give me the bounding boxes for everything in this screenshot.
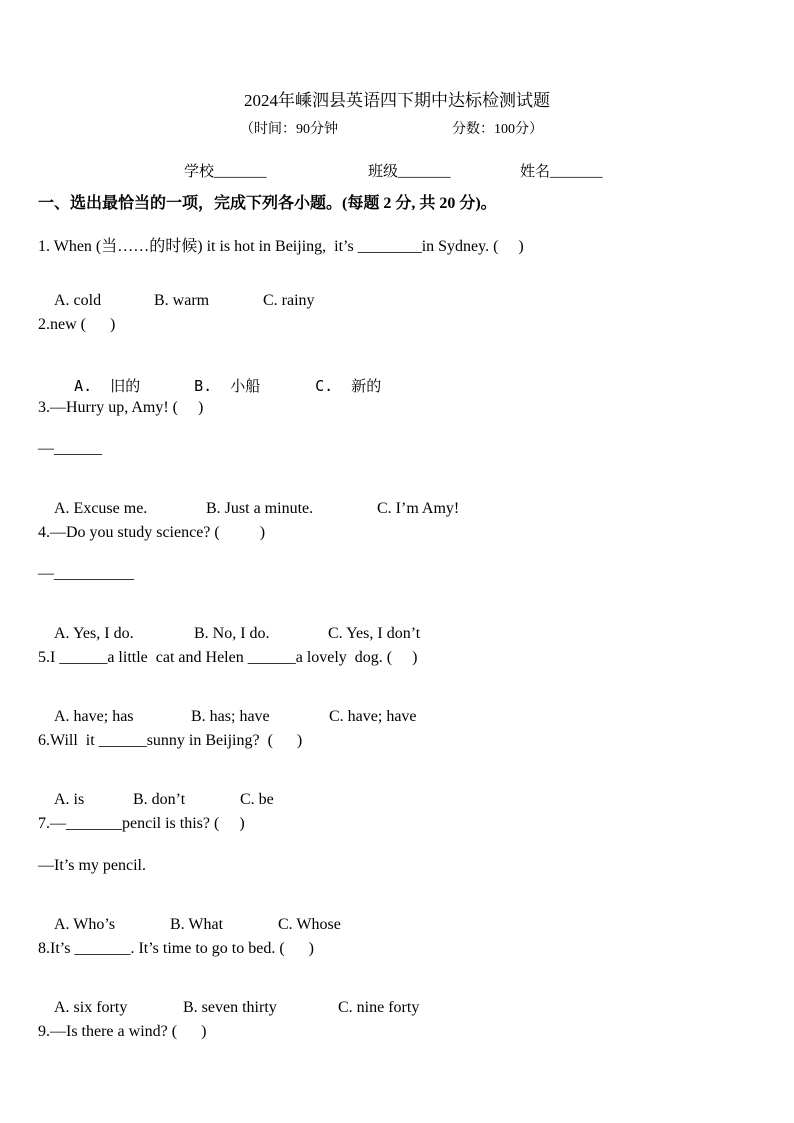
option-c: C. be xyxy=(240,791,274,808)
question-4-answer-line: —__________ xyxy=(38,565,134,582)
option-c: C. Whose xyxy=(278,916,341,933)
option-b: B. don’t xyxy=(133,791,186,808)
exam-time: （时间：90分钟 xyxy=(240,122,338,137)
question-3-stem: 3.—Hurry up, Amy! ( ) xyxy=(38,399,204,416)
option-c: C. 新的 xyxy=(315,377,382,395)
option-b: B. seven thirty xyxy=(183,999,277,1016)
option-c: C. I’m Amy! xyxy=(377,500,460,517)
option-a: A. Who’s xyxy=(54,916,116,933)
option-a: A. have; has xyxy=(54,708,134,725)
option-a: A. cold xyxy=(54,292,102,309)
question-6-stem: 6.Will it ______sunny in Beijing? ( ) xyxy=(38,732,303,749)
option-b: B. has; have xyxy=(191,708,270,725)
exam-score: 分数：100分） xyxy=(452,122,543,137)
option-a: A. Excuse me. xyxy=(54,500,148,517)
question-1-stem: 1. When (当……的时候) it is hot in Beijing, it’s ________in Sydney. ( ) xyxy=(38,238,524,255)
option-c: C. nine forty xyxy=(338,999,420,1016)
option-a: A. six forty xyxy=(54,999,128,1016)
school-field: 学校_______ xyxy=(184,164,267,180)
option-b: B. 小船 xyxy=(194,377,261,395)
option-a: A. 旧的 xyxy=(74,377,141,395)
question-5-stem: 5.I ______a little cat and Helen ______a lovely dog. ( ) xyxy=(38,649,418,666)
question-2-stem: 2.new ( ) xyxy=(38,316,116,333)
question-4-stem: 4.—Do you study science? ( ) xyxy=(38,524,266,541)
option-b: B. What xyxy=(170,916,224,933)
question-8-stem: 8.It’s _______. It’s time to go to bed. ( ) xyxy=(38,940,314,957)
option-c: C. have; have xyxy=(329,708,417,725)
exam-title: 2024年嵊泗县英语四下期中达标检测试题 xyxy=(244,91,550,110)
question-9-stem: 9.—Is there a wind? ( ) xyxy=(38,1023,207,1040)
question-3-answer-line: —______ xyxy=(38,440,102,457)
option-a: A. is xyxy=(54,791,85,808)
option-c: C. Yes, I don’t xyxy=(328,625,421,642)
option-b: B. warm xyxy=(154,292,210,309)
option-b: B. No, I do. xyxy=(194,625,270,642)
question-7-stem: 7.—_______pencil is this? ( ) xyxy=(38,815,245,832)
option-c: C. rainy xyxy=(263,292,315,309)
section-heading: 一、选出最恰当的一项，完成下列各小题。(每题 2 分, 共 20 分)。 xyxy=(38,195,497,212)
question-7-answer-line: —It’s my pencil. xyxy=(38,857,146,874)
option-a: A. Yes, I do. xyxy=(54,625,134,642)
option-b: B. Just a minute. xyxy=(206,500,314,517)
name-field: 姓名_______ xyxy=(520,164,603,180)
class-field: 班级_______ xyxy=(368,164,451,180)
